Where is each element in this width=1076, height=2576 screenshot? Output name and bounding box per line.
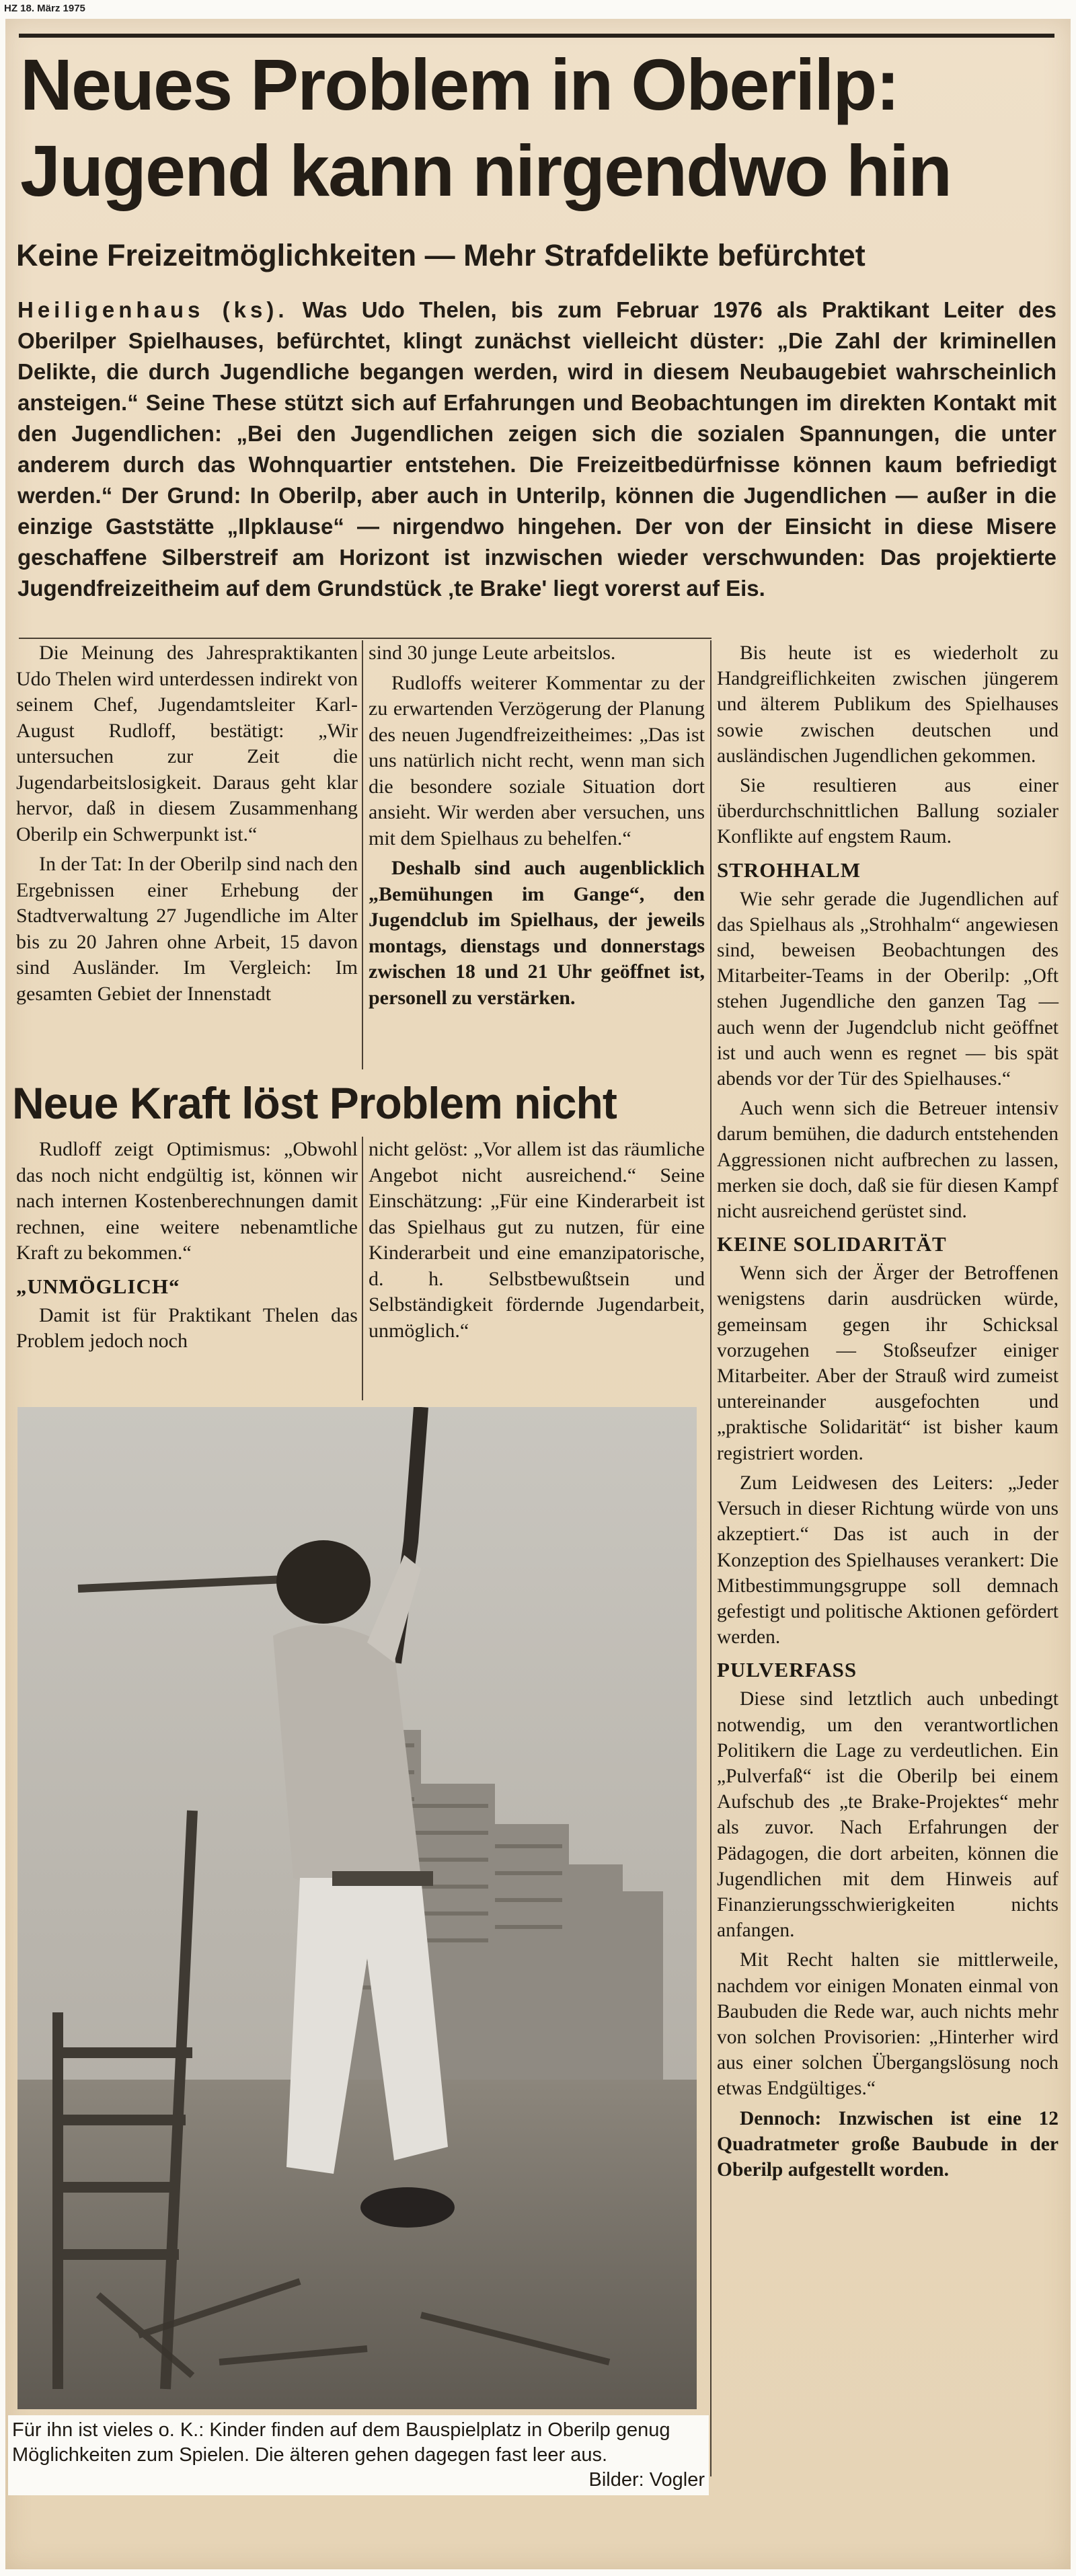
column-3-paragraph: Wie sehr gerade die Jugendlichen auf das Spielhaus als „Strohhalm“ angewiesen sind, beweisen Beobachtungen des Mitarbeiter-Teams in der Oberilp: „Oft stehen Jugendliche den ganzen Tag — auch wenn der Jugendclub nicht geöffnet ist und auch wenn es regnet — bis spät abends vor der Tür des Spielhauses.“: [717, 888, 1059, 1090]
headline: [20, 42, 1059, 214]
column-4-paragraph: Damit ist für Praktikant Thelen das Problem jedoch noch: [16, 1303, 358, 1352]
column-3-paragraph: Sie resultieren aus einer überdurchschnittlichen Ballung sozialer Konflikte auf engstem Raum.: [717, 775, 1059, 848]
column-3-subheading: PULVERFASS: [717, 1658, 857, 1682]
column-1-paragraph: In der Tat: In der Oberilp sind nach den Ergebnissen einer Erhebung der Stadtverwaltung 27 Jugendliche im Alter bis zu 20 Jahren ohne Arbeit, 15 davon sind Ausländer. Im Vergleich: Im gesamten Gebiet der Innenstadt: [16, 853, 358, 1005]
column-3-paragraph: Wenn sich der Ärger der Betroffenen wenigstens darin ausdrücken würde, gemeinsam gegen ihr Schicksal vorzugehen — Stoßseufzer einiger Mitarbeiter. Aber der Strauß wird zumeist untereinander ausgefochten und „praktische Solidarität“ ist bisher kaum registriert worden.: [717, 1262, 1059, 1464]
column-1: [16, 640, 358, 1011]
subheadline: Keine Freizeitmöglichkeiten — Mehr Strafdelikte befürchtet: [16, 238, 866, 272]
column-5-paragraph: nicht gelöst: „Vor allem ist das räumliche Angebot nicht ausreichend.“ Seine Einschätzung: „Für eine Kinderarbeit ist das Spielhaus gut zu nutzen, für eine Kinderarbeit und eine emanzipatorische, d. h. Selbstbewußtsein und Selbständigkeit fördernde Jugendarbeit, unmöglich.“: [369, 1138, 705, 1342]
column-3-paragraph: Mit Recht halten sie mittlerweile, nachdem vor einigen Monaten einmal von Baubuden die Rede war, auch nichts mehr von solchen Provisorien: „Hinterher wird aus einer solchen Übergangslösung noch etwas Endgültiges.“: [717, 1949, 1059, 2100]
caption-text: Für ihn ist vieles o. K.: Kinder finden auf dem Bauspielplatz in Oberilp genug Möglichkeiten zum Spielen. Die älteren gehen dagegen fast leer aus.: [12, 2419, 670, 2466]
column-3-subheading: STROHHALM: [717, 858, 861, 882]
lead-divider: [19, 638, 712, 639]
column-3: [717, 640, 1059, 2187]
column-4-paragraph: Rudloff zeigt Optimismus: „Obwohl das noch nicht endgültig ist, können wir nach internen Kostenberechnungen damit rechnen, eine weitere nebenamtliche Kraft zu bekommen.“: [16, 1138, 358, 1264]
column-2-paragraph: sind 30 junge Leute arbeitslos.: [369, 642, 616, 664]
column-divider: [362, 640, 363, 1069]
column-4: [16, 1137, 358, 1359]
photo-illustration: [17, 1407, 697, 2409]
lead-text: Was Udo Thelen, bis zum Februar 1976 als Praktikant Leiter des Oberilper Spielhauses, befürchtet, klingt zunächst vielleicht düster: „Die Zahl der kriminellen Delikte, die durch Jugendliche begangen werden, wird in diesem Neubaugebiet wahrscheinlich ansteigen.“ Seine These stützt sich auf Erfahrungen und Beobachtungen im direkten Kontakt mit den Jugendlichen: „Bei den Jugendlichen zeigen sich die sozialen Spannungen, die unter anderem durch das Wohnquartier entstehen. Die Freizeitbedürfnisse können kaum befriedigt werden.“ Der Grund: In Oberilp, aber auch in Unterilp, können die Jugendlichen — außer in die einzige Gaststätte „Ilpklause“ — nirgendwo hingehen. Der von der Einsicht in diese Misere geschaffene Silberstreif am Horizont ist inzwischen wieder verschwunden: Das projektierte Jugendfreizeitheim auf dem Grundstück ‚te Brake' liegt vorerst auf Eis.: [17, 297, 1056, 601]
column-5: [369, 1137, 705, 1348]
column-2-paragraph: Rudloffs weiterer Kommentar zu der zu erwartenden Verzögerung der Planung des neuen Jugendfreizeitheimes: „Das ist uns natürlich nicht recht, wenn man sich die besondere soziale Situation dort ansieht. Wir werden aber versuchen, uns mit dem Spielhaus zu behelfen.“: [369, 671, 705, 849]
column-4-subheading: „UNMÖGLICH“: [16, 1274, 180, 1298]
column-2: [369, 640, 705, 1015]
column-divider: [710, 640, 712, 2476]
section-2-headline: Neue Kraft löst Problem nicht: [12, 1078, 617, 1128]
headline-line-2: Jugend kann nirgendwo hin: [20, 130, 952, 211]
column-3-paragraph-bold: Dennoch: Inzwischen ist eine 12 Quadratmeter große Baubude in der Oberilp aufgestellt worden.: [717, 2107, 1059, 2181]
column-2-paragraph-bold: Deshalb sind auch augenblicklich „Bemühungen im Gange“, den Jugendclub im Spielhaus, der jeweils montags, dienstags und donnerstags zwischen 18 und 21 Uhr geöffnet ist, personell zu verstärken.: [369, 857, 705, 1009]
photo-caption: [8, 2415, 709, 2495]
dateline: Heiligenhaus (ks).: [17, 297, 289, 322]
column-3-paragraph: Zum Leidwesen des Leiters: „Jeder Versuch in dieser Richtung würde von uns akzeptiert.“ Das ist auch in der Konzeption des Spielhauses verankert: Die Mitbestimmungsgruppe soll demnach gefestigt und politische Aktionen gefördert werden.: [717, 1472, 1059, 1649]
column-1-paragraph: Die Meinung des Jahrespraktikanten Udo Thelen wird unterdessen indirekt von seinem Chef, Jugendamtsleiter Karl-August Rudloff, bestätigt: „Wir untersuchen zur Zeit die Jugendarbeitslosigkeit. Daraus geht klar hervor, daß in diesem Zusammenhang Oberilp ein Schwerpunkt ist.“: [16, 642, 358, 845]
top-rule: [19, 34, 1054, 38]
column-divider: [362, 1137, 363, 1400]
photo-playground: [17, 1407, 697, 2409]
source-label: HZ 18. März 1975: [4, 3, 85, 14]
column-3-paragraph: Bis heute ist es wiederholt zu Handgreiflichkeiten zwischen jüngerem und älterem Publikum des Spielhauses sowie zwischen deutschen und ausländischen Jugendlichen gekommen.: [717, 642, 1059, 767]
headline-line-1: Neues Problem in Oberilp:: [20, 44, 899, 125]
photo-credit: Bilder: Vogler: [588, 2469, 705, 2491]
column-3-paragraph: Diese sind letztlich auch unbedingt notwendig, um den verantwortlichen Politikern die Lage zu verdeutlichen. Ein „Pulverfaß“ ist die Oberilp bei einem Aufschub des „te Brake-Projektes“ mehr als zuvor. Nach Erfahrungen der Pädagogen, die dort arbeiten, können die Jugendlichen mit dem Hinweis auf Finanzierungsschwierigkeiten nichts anfangen.: [717, 1688, 1059, 1942]
lead-paragraph: [17, 295, 1056, 604]
column-3-paragraph: Auch wenn sich die Betreuer intensiv darum bemühen, die dadurch entstehenden Aggressionen nicht aufbrechen zu lassen, merken sie doch, daß sie für diesen Kampf nicht ausreichend gerüstet sind.: [717, 1098, 1059, 1223]
column-3-subheading: KEINE SOLIDARITÄT: [717, 1232, 947, 1256]
